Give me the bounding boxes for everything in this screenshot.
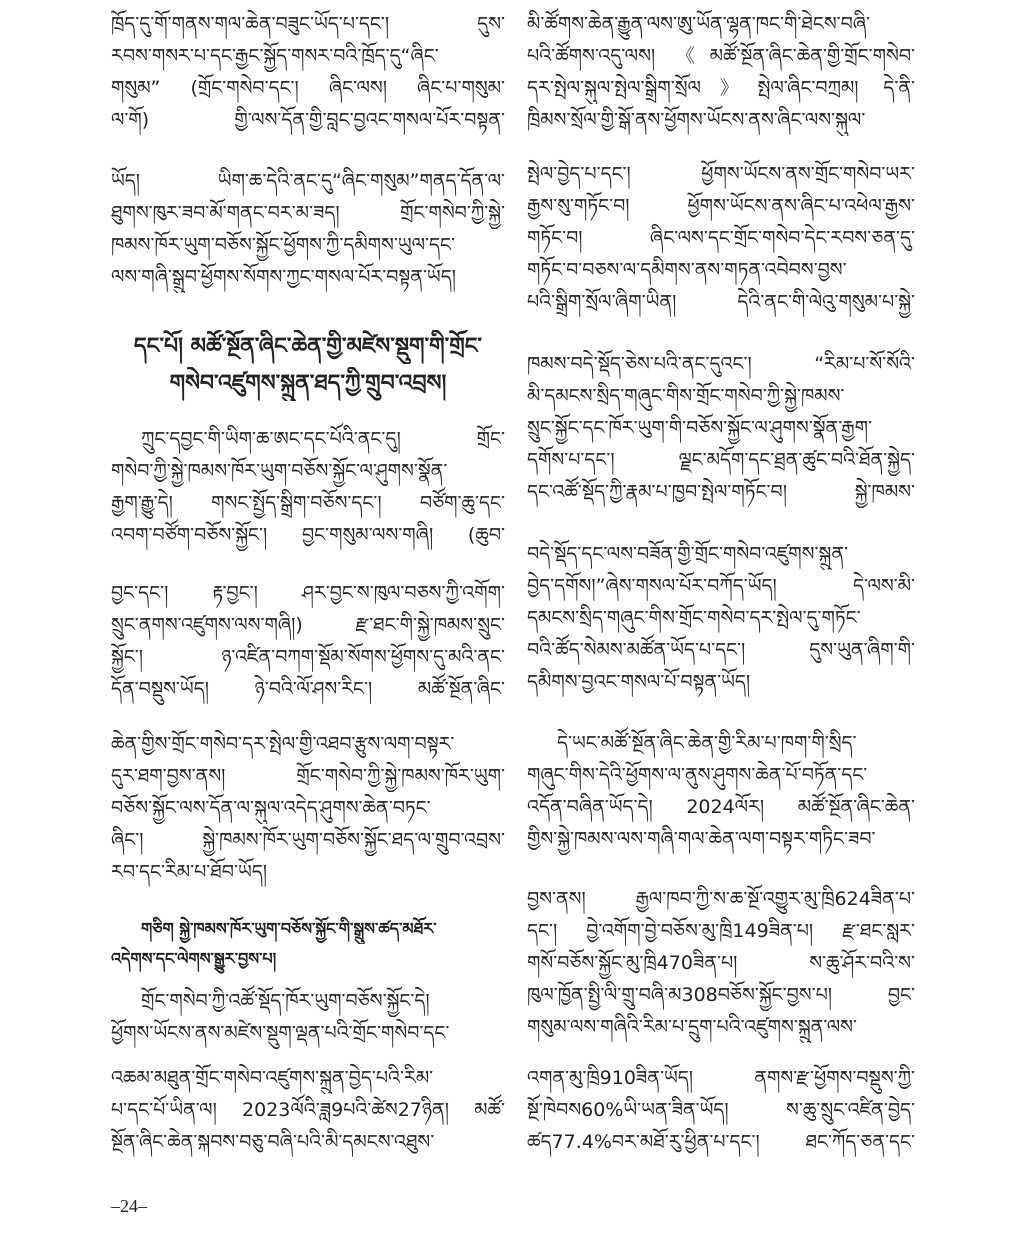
- sub-heading-line: གཅིག སྐྱེ་ཁམས་ཁོར་ཡུག་བཅོས་སྐྱོང་གི་སྒྲུས་ཚད་མཐོར་: [141, 919, 437, 938]
- text-line: པའི་སྒྲིག་སྲོལ་ཞིག་ཡིན། དེའི་ནང་གི་ལེའུ་གསུམ་པ་སྐྱེ་: [527, 291, 915, 313]
- text-line: སྔོ་ཁེབས60%ཡི་ཡན་ཟིན་ཡོད། ས་ཆུ་སྲུང་འཛིན་བྱེད་: [527, 1099, 915, 1121]
- text-line: ཚད77.4%བར་མཐོ་རུ་ཕྱིན་པ་དང་། ཐང་ཀོད་ཅན་དང་: [527, 1131, 915, 1153]
- text-line: ཀྲུང་དབྱང་གི་ཡིག་ཆ་ཨང་དང་པོའི་ནང་དུ། གྲོང་: [141, 428, 505, 450]
- text-line: འདོན་བཞིན་ཡོད་དེ། 2024ལོར། མཚོ་སྔོན་ཞིང་ཆེན་: [527, 796, 915, 818]
- page-number: –24–: [111, 1196, 147, 1216]
- text-line: བྱས་ནས། རྒྱལ་ཁབ་ཀྱི་ས་ཆ་སྔོ་འགྱུར་མུ་ཁྲི624ཟིན་པ་: [527, 888, 915, 910]
- text-line: གསོ་བཅོས་སྐྱོང་མུ་ཁྲི470ཟིན་པ། ས་ཆུ་ཤོར་བའི་ས་: [527, 952, 915, 974]
- text-line: བྱེད་དགོས།”ཞེས་གསལ་པོར་བཀོད་ཡོད། དེ་ལས་མི་: [527, 575, 915, 597]
- text-line: ཁམས་ཁོར་ཡུག་བཅོས་སྐྱོང་ཕྱོགས་ཀྱི་དམིགས་ཡུལ་དང་: [111, 234, 455, 256]
- text-line: གཏོང་བ་བཅས་ལ་དམིགས་ནས་གཏན་འབེབས་བྱས་: [527, 259, 847, 281]
- text-line: ལས་གཞི་སྒྲུབ་ཕྱོགས་སོགས་ཀྱང་གསལ་པོར་བསྟན་ཡོད།: [111, 266, 456, 288]
- text-line: བཅོས་སྐྱོང་ལས་དོན་ལ་སྐུལ་འདེད་ཤུགས་ཆེན་བཏང་: [111, 797, 431, 819]
- text-line: རབས་གསར་པ་དང་རྒྱང་སྐྱོད་གསར་བའི་ཁྲོད་དུ“ཞིང་: [111, 45, 439, 67]
- text-line: སྲུང་ནགས་འཛུགས་ལས་གཞི།) རྫ་ཐང་གི་སྐྱེ་ཁམས་སྲུང་: [111, 614, 505, 636]
- text-line: ཁྲིམས་སྲོལ་གྱི་སྒོ་ནས་ཕྱོགས་ཡོངས་ནས་ཞིང་ལས་སྐུལ་: [527, 109, 866, 131]
- text-line: བའི་ཚོད་སེམས་མཚོན་ཡོད་པ་དང་། དུས་ཡུན་ཞིག་གི་: [527, 639, 915, 661]
- text-line: བདེ་སྡོད་དང་ལས་བཟོན་གྱི་གྲོང་གསེབ་འཛུགས་སྐྲུན་: [527, 543, 848, 565]
- text-line: གྲོང་གསེབ་ཀྱི་འཚོ་སྡོད་ཁོར་ཡུག་བཅོས་སྐྱོང་དེ།: [141, 990, 430, 1012]
- text-line: དགོས་པ་དང་། ལྗང་མདོག་དང་ཐྲན་ཚུང་བའི་ཐོན་སྐྱེད་: [527, 449, 915, 471]
- text-line: དོན་བསྡུས་ཡོད། ཉེ་བའི་ལོ་ཤས་རིང་། མཚོ་སྔོན་ཞིང་: [111, 678, 505, 700]
- text-line: མི་དམངས་སྲིད་གཞུང་གིས་གྲོང་གསེབ་ཀྱི་སྐྱེ་ཁམས་: [527, 385, 845, 407]
- text-line: གསུམ་ལས་གཞིའི་རིམ་པ་དྲུག་པའི་འཛུགས་སྐྲུན་ལས་: [527, 1016, 857, 1038]
- text-line: སྔོན་ཞིང་ཆེན་སྐབས་བཅུ་བཞི་པའི་མི་དམངས་འཐུས་: [111, 1131, 435, 1153]
- text-line: འཆམ་མཐུན་གྲོང་གསེབ་འཛུགས་སྐྲུན་བྱེད་པའི་རིམ་: [111, 1067, 434, 1089]
- text-line: དམིགས་བྱའང་གསལ་པོ་བསྟན་ཡོད།: [527, 671, 751, 693]
- text-line: ལ་གོ) གྱི་ལས་དོན་གྱི་བླང་བྱའང་གསལ་པོར་བསྟན་: [111, 109, 505, 131]
- text-line: རྒྱག་རྒྱུ་དེ། གསང་སྤྱོད་སྒྲིག་བཅོས་དང་། བཙོག་ཆུ་དང་: [111, 492, 505, 514]
- text-line: དར་སྤེལ་སྐུལ་སྤེལ་སྒྲིག་སྲོལ》སྤེལ་ཞིང་བཀྲམ། དེ་ནི་: [527, 77, 915, 99]
- text-line: པའི་ཚོགས་འདུ་ལས། 《མཚོ་སྔོན་ཞིང་ཆེན་གྱི་གྲོང་གསེབ་: [527, 45, 915, 67]
- text-line: གསུམ” (གྲོང་གསེབ་དང་། ཞིང་ལས། ཞིང་པ་གསུམ་: [111, 77, 505, 99]
- text-line: གཏོང་བ། ཞིང་ལས་དང་གྲོང་གསེབ་དེང་རབས་ཅན་དུ་: [527, 227, 915, 249]
- text-line: ཁམས་བདེ་སྡོད་ཅེས་པའི་ནང་དུའང་། “རིམ་པ་སོ་སོའི་: [527, 353, 915, 375]
- text-line: དམངས་སྲིད་གཞུང་གིས་གྲོང་གསེབ་དར་སྤེལ་དུ་གཏོང་: [527, 607, 861, 629]
- text-line: འགན་མུ་ཁྲི910ཟིན་ཡོད། ནགས་རྫ་ཕྱོགས་བསྡུས་ཀྱི་: [527, 1067, 915, 1089]
- text-line: དང་འཚོ་སྡོད་ཀྱི་རྣམ་པ་ཁྱབ་སྤེལ་གཏོང་བ། སྐྱེ་ཁམས་: [527, 481, 915, 503]
- heading-line: དང་པོ། མཚོ་སྔོན་ཞིང་ཆེན་གྱི་མཛེས་སྡུག་གི་གྲོང་: [133, 334, 483, 359]
- text-line: ཞིང་། སྐྱེ་ཁམས་ཁོར་ཡུག་བཅོས་སྐྱོང་ཐད་ལ་གྲུབ་འབྲས་: [111, 829, 505, 851]
- heading-line: གསེབ་འཛུགས་སྐྲུན་ཐད་ཀྱི་གྲུབ་འབྲས།: [169, 371, 447, 396]
- text-line: ཕྱོགས་ཡོངས་ནས་མཛེས་སྡུག་ལྡན་པའི་གྲོང་གསེབ་དང་: [111, 1022, 450, 1044]
- text-line: ཐུགས་ཁུར་ཟབ་མོ་གནང་བར་མ་ཟད། གྲོང་གསེབ་ཀྱི་སྐྱེ་: [111, 202, 505, 224]
- text-line: གཞུང་གིས་དེའི་ཕྱོགས་ལ་ནུས་ཤུགས་ཆེན་པོ་བཏོན་དང་: [527, 764, 868, 786]
- text-line: རབ་དང་རིམ་པ་ཐོབ་ཡོད།: [111, 861, 267, 883]
- text-line: དང་། བྱེ་འགོག་བྱེ་བཅོས་མུ་ཁྲི149ཟིན་པ། རྫ་ཐང་སླར་: [527, 920, 915, 942]
- text-line: དུར་ཐག་བྱས་ནས། གྲོང་གསེབ་ཀྱི་སྐྱེ་ཁམས་ཁོར་ཡུག་: [111, 765, 505, 787]
- text-line: པ་དང་པོ་ཡིན་ལ། 2023ལོའི་ཟླ9པའི་ཚེས27ཉིན། མཚོ་: [111, 1099, 505, 1121]
- text-line: དེ་ཡང་མཚོ་སྔོན་ཞིང་ཆེན་གྱི་རིམ་པ་ཁག་གི་སྲིད་: [557, 732, 857, 754]
- sub-heading-line: འདེགས་དང་ལེགས་སྒྱུར་བྱས་པ།: [111, 949, 277, 968]
- text-line: མི་ཚོགས་ཆེན་རྒྱུན་ལས་ཨུ་ཡོན་ལྷན་ཁང་གི་ཐེངས་བཞི་: [527, 13, 871, 35]
- text-line: ཡོད། ཡིག་ཆ་དེའི་ནང་དུ“ཞིང་གསུམ”གནད་དོན་ལ་: [111, 170, 505, 192]
- text-line: སྐྱོང་། ཉ་འཛིན་བཀག་སྡོམ་སོགས་ཕྱོགས་དུ་མའི་ནང་: [111, 646, 505, 668]
- text-line: འབག་བཙོག་བཅོས་སྐྱོང་། བྱང་གསུམ་ལས་གཞི། (ཆུབ་: [111, 524, 505, 546]
- text-line: སྲུང་སྐྱོང་དང་ཁོར་ཡུག་གི་བཅོས་སྐྱོང་ལ་ཤུགས་སྣོན་རྒྱག་: [527, 417, 872, 439]
- text-line: གྱིས་སྐྱེ་ཁམས་ལས་གཞི་གལ་ཆེན་ལག་བསྟར་གཏིང་ཟབ་: [527, 828, 876, 850]
- text-line: རྒྱས་སུ་གཏོང་བ། ཕྱོགས་ཡོངས་ནས་ཞིང་པ་འཕེལ་རྒྱས་: [527, 195, 915, 217]
- text-line: ཁུལ་ཁྱོན་སྤྱི་ལི་གྲུ་བཞི་མ308བཅོས་སྐྱོང་བྱས་པ། བྱང་: [527, 984, 915, 1006]
- text-line: སྤེལ་བྱེད་པ་དང་། ཕྱོགས་ཡོངས་ནས་གྲོང་གསེབ་ཡར་: [527, 163, 915, 185]
- text-line: ཁྲོད་དུ་གོ་གནས་གལ་ཆེན་བཟུང་ཡོད་པ་དང་། དུས་: [111, 13, 505, 35]
- text-line: ཆེན་གྱིས་གྲོང་གསེབ་དར་སྤེལ་གྱི་འཐབ་རྩུས་ལག་བསྟར་: [111, 733, 455, 755]
- text-line: གསེབ་ཀྱི་སྐྱེ་ཁམས་ཁོར་ཡུག་བཅོས་སྐྱོང་ལ་ཤུགས་སྣོན་: [111, 460, 448, 482]
- text-line: བྱང་དང་། རྟ་བྱང་། ཤར་བྱང་ས་ཁུལ་བཅས་ཀྱི་འགོག་: [111, 582, 505, 604]
